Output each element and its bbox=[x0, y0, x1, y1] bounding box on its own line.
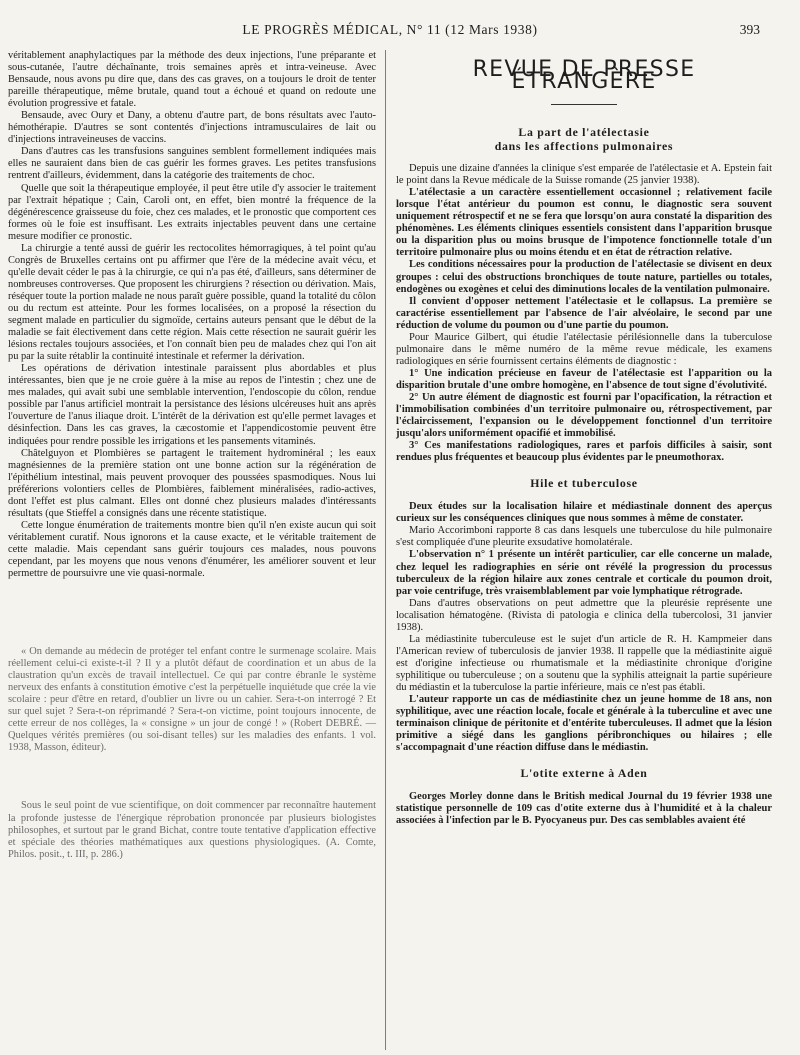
rubric-rule bbox=[551, 104, 617, 105]
body-paragraph: La médiastinite tuberculeuse est le sujet d'un article de R. H. Kampmeier dans l'American review of tuberculosis de janvier 1938. Il rappelle que la médiastinite aiguë est d'origine infectieuse ou rhumatismale et la médiastinite chronique d'origine syphilitique ou tuberculeuse ; on a soutenu que la syphilis atteignait la partie supérieure du médiastin et la tuberculose la partie inférieure, mais ce n'est pas établi. bbox=[396, 633, 772, 693]
page-number: 393 bbox=[739, 22, 760, 37]
body-paragraph: Dans d'autres cas les transfusions sanguines semblent formellement indiquées mais elles ne sauraient dans bien de cas guérir les formes graves. Les petites transfusions rentrent d'ailleurs, évidemment, dans la catégorie des traitements de choc. bbox=[8, 146, 376, 182]
body-paragraph: Depuis une dizaine d'années la clinique s'est emparée de l'atélectasie et A. Epstein fait le point dans la Revue médicale de la Suisse romande (25 janvier 1938). bbox=[396, 163, 772, 187]
body-paragraph: Châtelguyon et Plombières se partagent le traitement hydrominéral ; les eaux magnésiennes de la première station ont une bonne action sur la régénération de l'épithélium intestinal, mais peuvent provoquer des poussées spasmodiques. Nous lui préférerions volontiers celles de Plombières, faiblement minéralisées, radio-actives, dont l'effet est plus calmant. Elles ont donné chez plusieurs malades d'intéressants résultats (que Stieffel a consignés dans une récente statistique. bbox=[8, 447, 376, 519]
body-paragraph: Les opérations de dérivation intestinale paraissent plus abordables et plus intéressantes, bien que je ne croie guère à la mise au repos de l'intestin ; chez une de mes malades, qui avait subi une semblable intervention, l'endoscopie du côlon, rendue possible par l'anus artificiel montrait la persistance des lésions ulcéreuses huit ans après l'ouverture de l'anus iliaque droit. L'intérêt de la dérivation est qu'elle permet lavages et désinfection. Dans les cas graves, la cæcostomie et l'appendicostomie peuvent être indiquées pour rendre possible les irrigations et les pansements vitaminés. bbox=[8, 363, 376, 447]
running-header bbox=[20, 22, 760, 44]
body-paragraph: 2° Un autre élément de diagnostic est fourni par l'opacification, la rétraction et l'immobilisation combinées d'un territoire pulmonaire ou, rétrospectivement, par l'éclaircissement, l'expansion ou le développement fonctionnel d'un territoire jusqu'alors uniformément opacifié et immobilisé. bbox=[396, 391, 772, 440]
section-title-line: La part de l'atélectasie bbox=[518, 125, 650, 140]
section-title-atelectasie bbox=[396, 125, 772, 153]
left-column bbox=[8, 50, 376, 861]
quote-comte: Sous le seul point de vue scientifique, on doit commencer par reconnaître hautement la profonde justesse de l'énergique réprobation prononcée par plusieurs biologistes philosophes, et surtout par le grand Bichat, contre toute tentative d'application effective et spéciale des théories mathématiques aux questions physiologiques. (A. Comte, Philos. posit., t. III, p. 286.) bbox=[8, 800, 376, 860]
body-paragraph: 1° Une indication précieuse en faveur de l'atélectasie est l'apparition ou la disparition brutale d'une ombre homogène, en l'absence de tout signe d'évolutivité. bbox=[396, 367, 772, 391]
quote-debre: « On demande au médecin de protéger tel enfant contre le surmenage scolaire. Mais réellement celui-ci existe-t-il ? Il y a plutôt défaut de coordination et un abus de la claustration qu'un excès de travail intellectuel. Ce qui par contre ébranle le système nerveux des enfants à constitution émotive c'est la perpétuelle inquiétude que crée la vie scolaire : peur d'être en retard, d'oublier un livre ou un cahier. Sera-t-on interrogé ? Et sur quel sujet ? Sera-t-on réprimandé ? Sera-t-on victime, point toujours innocente, de cette erreur de nos collèges, la « consigne » un jour de congé ! » (Robert DEBRÉ. — Quelques vérités premières (ou soi-disant telles) sur les maladies des enfants. 1 vol. 1938, Masson, éditeur). bbox=[8, 646, 376, 754]
body-paragraph: Mario Accorimboni rapporte 8 cas dans lesquels une tuberculose du hile pulmonaire s'est compliquée d'une pleurite exsudative homolatérale. bbox=[396, 525, 772, 549]
rubric-title: REVUE DE PRESSE ÉTRANGÈRE bbox=[472, 57, 696, 95]
body-paragraph: Il convient d'opposer nettement l'atélectasie et le collapsus. La première se caractérise essentiellement par l'absence de l'air alvéolaire, le second par une réduction de volume du poumon ou d'une partie du poumon. bbox=[396, 295, 772, 331]
body-paragraph: 3° Ces manifestations radiologiques, rares et parfois difficiles à saisir, sont rendues plus fréquentes et beaucoup plus évidentes par le pneumothorax. bbox=[396, 440, 772, 464]
section-title-hile: Hile et tuberculose bbox=[530, 476, 638, 491]
column-divider bbox=[385, 50, 386, 1050]
body-paragraph: Les conditions nécessaires pour la production de l'atélectasie se divisent en deux groupes : celui des obstructions bronchiques de toute nature, partielles ou totales, endogènes ou exogènes et celui des diminutions locales de la ventilation pulmonaire. bbox=[396, 259, 772, 295]
body-paragraph: Bensaude, avec Oury et Dany, a obtenu d'autre part, de bons résultats avec l'auto-hémothérapie. D'autres se sont contentés d'injections intramusculaires de lait ou d'injections intraveineuses de vaccins. bbox=[8, 110, 376, 146]
body-paragraph: Deux études sur la localisation hilaire et médiastinale donnent des aperçus curieux sur les conséquences cliniques que nous sommes à même de constater. bbox=[396, 501, 772, 525]
body-paragraph: Georges Morley donne dans le British medical Journal du 19 février 1938 une statistique personnelle de 109 cas d'otite externe dus à l'humidité et à la chaleur associées à l'infection par le B. Pyocyaneus pur. Des cas semblables avaient été bbox=[396, 791, 772, 827]
body-paragraph: L'observation n° 1 présente un intérêt particulier, car elle concerne un malade, chez lequel les radiographies en série ont révélé la progression du processus tuberculeux de la région hilaire aux zones centrale et corticale du poumon droit, par voie centrifuge, très vraisemblablement par voie lymphatique rétrograde. bbox=[396, 549, 772, 597]
section-title-line: dans les affections pulmonaires bbox=[494, 139, 674, 154]
body-paragraph: La chirurgie a tenté aussi de guérir les rectocolites hémorragiques, à tel point qu'au Congrès de Bruxelles certains ont pu affirmer que l'ère de la médecine avait vécu, et qu'elle devait céder le pas à la chirurgie, ce qui n'a pas été, d'ailleurs, sans déterminer de nombreuses controverses. Que proposent les chirurgiens ? résection ou dérivation. Mais, réséquer toute la portion malade ne nous paraît guère possible, quand la totalité du côlon ou du rectum est atteinte. Pour les formes localisées, on a proposé la résection du segment malade en particulier du sigmoïde, certains auteurs pensant que le début de la maladie se fait électivement dans cette région. Mais cette résection ne saurait guérir les lésions rectales toujours associées, et l'on connaît bien peu de malades chez qui l'on ait pu par la suite rétablir la continuité intestinale et refermer la dérivation. bbox=[8, 242, 376, 363]
body-paragraph: Dans d'autres observations on peut admettre que la pleurésie représente une localisation hématogène. (Rivista di patologia e clinica della tubercolosi, 31 janvier 1938). bbox=[396, 597, 772, 633]
body-paragraph: L'atélectasie a un caractère essentiellement occasionnel ; relativement facile lorsque l'état antérieur du poumon est connu, le diagnostic sera souvent uniquement rétrospectif et ne se fera que lorsqu'on aura constaté la disparition des phénomènes. Les éléments cliniques essentiels consistent dans l'apparition brusque ou la disparition plus ou moins brusque de l'impotence fonctionnelle totale d'un territoire pulmonaire plus ou moins étendu et en état de rétraction relative. bbox=[396, 187, 772, 259]
right-column bbox=[396, 50, 772, 827]
body-paragraph: L'auteur rapporte un cas de médiastinite chez un jeune homme de 18 ans, non syphilitique, avec une réaction locale, focale et générale à la tuberculine et avec une terminaison clinique de péritonite et d'entérite tuberculeuses. Il admet que la lésion primitive a siégé dans les ganglions péribronchiques ou hilaires ; elle s'accompagnait d'une réaction diffuse dans le médiastin. bbox=[396, 694, 772, 754]
journal-title: LE PROGRÈS MÉDICAL, N° 11 (12 Mars 1938) bbox=[242, 22, 538, 37]
body-paragraph: véritablement anaphylactiques par la méthode des deux injections, l'une préparante et sous-cutanée, l'autre déchaînante, trois semaines après et intra-veineuse. Avec Bensaude, nous avons pu dire que, dans des cas graves, on a toujours le droit de tenter pareille thérapeutique, même brutale, quand tout a échoué et quand on redoute une évolution progressive et fatale. bbox=[8, 50, 376, 110]
body-paragraph: Pour Maurice Gilbert, qui étudie l'atélectasie périlésionnelle dans la tuberculose pulmonaire dans le même numéro de la même revue médicale, les examens radiologiques en série fournissent certains éléments de diagnostic : bbox=[396, 331, 772, 367]
body-paragraph: Quelle que soit la thérapeutique employée, il peut être utile d'y associer le traitement par l'extrait hépatique ; Cain, Caroli ont, en effet, bien montré la fréquence de la dégénérescence graisseuse du foie, chez ces malades, et le pronostic que comportent ces formes où le foie est insuffisant. Les extraits injectables peuvent dans une certaine mesure modifier ce pronostic. bbox=[8, 182, 376, 242]
body-paragraph: Cette longue énumération de traitements montre bien qu'il n'en existe aucun qui soit véritablement curatif. Nous ignorons et la cause exacte, et le véritable traitement de cette maladie. Mais cependant sans guérir toujours ces malades, nous pouvons cependant, par les moyens que nous venons d'énumérer, les améliorer souvent et leur permettre de poursuivre une vie quasi-normale. bbox=[8, 519, 376, 580]
section-title-otite: L'otite externe à Aden bbox=[520, 766, 648, 781]
